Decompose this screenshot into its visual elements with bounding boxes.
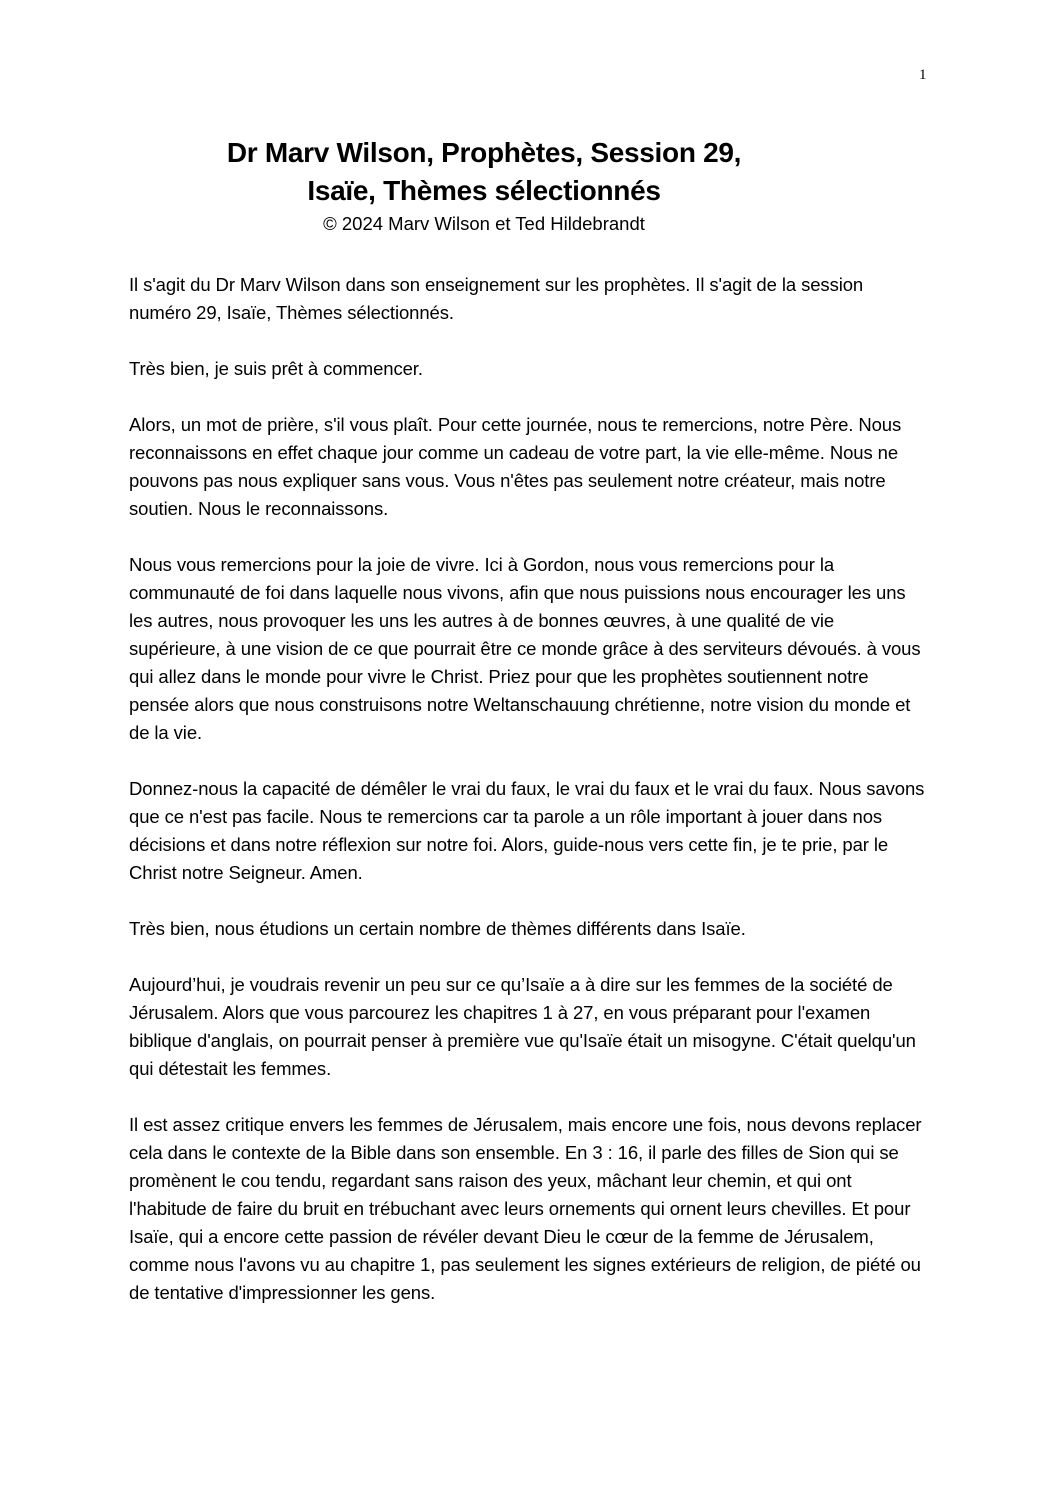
- paragraph-themes: Très bien, nous étudions un certain nombre de thèmes différents dans Isaïe.: [129, 918, 746, 939]
- title-line-1: Dr Marv Wilson, Prophètes, Session 29,: [226, 137, 742, 168]
- paragraph-prayer-opening: Alors, un mot de prière, s'il vous plaît. Pour cette journée, nous te remercions, notre Père. Nous reconnaissons en effet chaque jour comme un cadeau de votre part, la vie elle-même. Nous ne pouvons pas nous expliquer sans vous. Vous n'êtes pas seulement notre créateur, mais notre soutien. Nous le reconnaissons.: [129, 414, 902, 519]
- paragraph-prayer-community: Nous vous remercions pour la joie de vivre. Ici à Gordon, nous vous remercions pour la communauté de foi dans laquelle nous vivons, afin que nous puissions nous encourager les uns les autres, nous provoquer les uns les autres à de bonnes œuvres, à une qualité de vie supérieure, à une vision de ce que pourrait être ce monde grâce à des serviteurs dévoués. à vous qui allez dans le monde pour vivre le Christ. Priez pour que les prophètes soutiennent notre pensée alors que nous construisons notre Weltanschauung chrétienne, notre vision du monde et de la vie.: [129, 554, 921, 743]
- paragraph-prayer-closing: Donnez-nous la capacité de démêler le vrai du faux, le vrai du faux et le vrai du faux. Nous savons que ce n'est pas facile. Nous te remercions car ta parole a un rôle important à jouer dans nos décisions et dans notre réflexion sur notre foi. Alors, guide-nous vers cette fin, je te prie, par le Christ notre Seigneur. Amen.: [129, 778, 925, 883]
- paragraph-women-jerusalem: Aujourd’hui, je voudrais revenir un peu sur ce qu’Isaïe a à dire sur les femmes de la société de Jérusalem. Alors que vous parcourez les chapitres 1 à 27, en vous préparant pour l'examen biblique d'anglais, on pourrait penser à première vue qu'Isaïe était un misogyne. C'était quelqu'un qui détestait les femmes.: [129, 974, 916, 1079]
- document-header: [0, 134, 968, 237]
- title-line-2: Isaïe, Thèmes sélectionnés: [307, 175, 661, 206]
- paragraph-isaiah-critique: Il est assez critique envers les femmes de Jérusalem, mais encore une fois, nous devons replacer cela dans le contexte de la Bible dans son ensemble. En 3 : 16, il parle des filles de Sion qui se promènent le cou tendu, regardant sans raison des yeux, mâchant leur chemin, et qui ont l'habitude de faire du bruit en trébuchant avec leurs ornements qui ornent leurs chevilles. Et pour Isaïe, qui a encore cette passion de révéler devant Dieu le cœur de la femme de Jérusalem, comme nous l'avons vu au chapitre 1, pas seulement les signes extérieurs de religion, de piété ou de tentative d'impressionner les gens.: [129, 1114, 922, 1303]
- page-number: 1: [919, 67, 927, 83]
- document-body: [129, 271, 930, 1335]
- paragraph-ready: Très bien, je suis prêt à commencer.: [129, 358, 423, 379]
- copyright-notice: © 2024 Marv Wilson et Ted Hildebrandt: [323, 213, 645, 234]
- paragraph-intro: Il s'agit du Dr Marv Wilson dans son enseignement sur les prophètes. Il s'agit de la session numéro 29, Isaïe, Thèmes sélectionnés.: [129, 274, 864, 323]
